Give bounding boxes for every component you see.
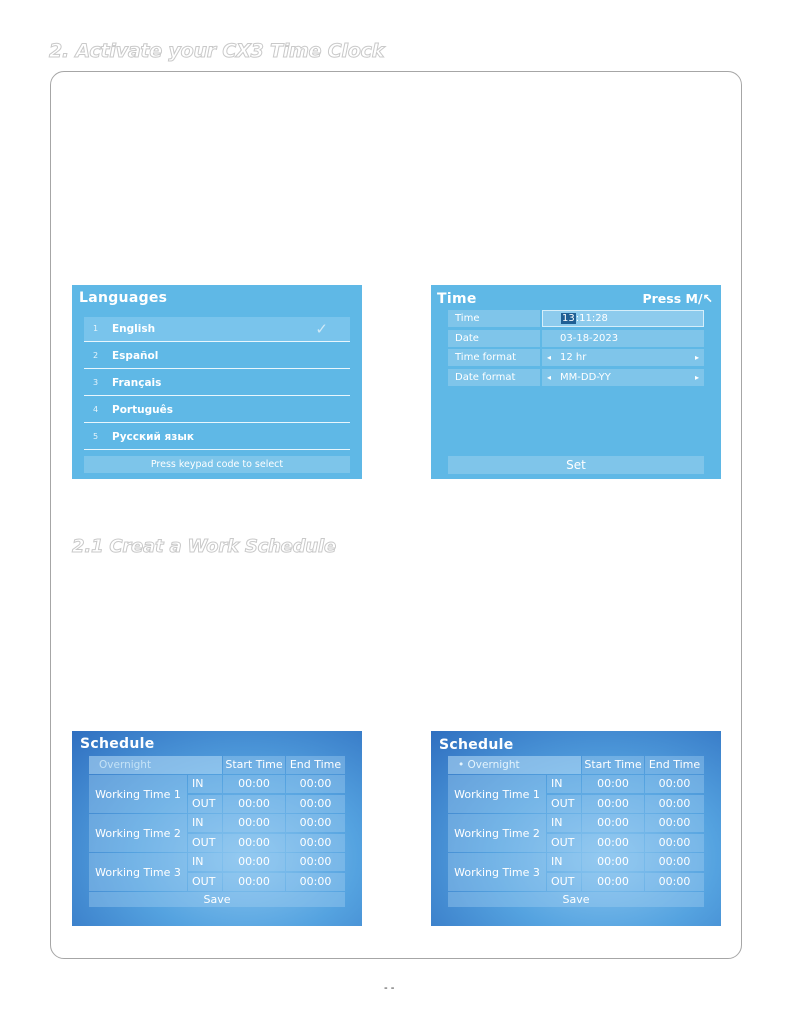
time-screen bbox=[431, 285, 721, 479]
time-title: Time bbox=[437, 291, 477, 307]
out-start-time-field[interactable]: 00:00 bbox=[582, 873, 644, 891]
end-time-header: End Time bbox=[286, 756, 345, 774]
arrow-right-icon[interactable]: ▸ bbox=[694, 373, 699, 382]
languages-title: Languages bbox=[79, 290, 168, 306]
date-format-label: Date format bbox=[448, 369, 540, 386]
language-number: 1 bbox=[93, 324, 99, 333]
in-label: IN bbox=[547, 775, 581, 793]
out-label: OUT bbox=[188, 873, 222, 891]
languages-footer: Press keypad code to select bbox=[84, 456, 350, 473]
in-start-time-field[interactable]: 00:00 bbox=[223, 853, 285, 871]
in-start-time-field[interactable]: 00:00 bbox=[223, 814, 285, 832]
out-end-time-field[interactable]: 00:00 bbox=[286, 834, 345, 852]
date-row[interactable] bbox=[448, 330, 704, 347]
arrow-left-icon[interactable]: ◂ bbox=[547, 353, 552, 362]
in-label: IN bbox=[547, 853, 581, 871]
in-end-time-field[interactable]: 00:00 bbox=[286, 814, 345, 832]
time-label: Time bbox=[448, 310, 540, 327]
language-item-portugues[interactable] bbox=[84, 398, 350, 423]
in-end-time-field[interactable]: 00:00 bbox=[286, 853, 345, 871]
in-label: IN bbox=[188, 853, 222, 871]
in-label: IN bbox=[188, 775, 222, 793]
out-start-time-field[interactable]: 00:00 bbox=[223, 834, 285, 852]
language-number: 4 bbox=[93, 405, 99, 414]
save-button[interactable]: Save bbox=[89, 892, 345, 907]
language-item-russian[interactable] bbox=[84, 425, 350, 450]
end-time-header: End Time bbox=[645, 756, 704, 774]
out-start-time-field[interactable]: 00:00 bbox=[582, 795, 644, 813]
arrow-left-icon[interactable]: ◂ bbox=[547, 373, 552, 382]
schedule-screen-overnight-on bbox=[431, 731, 721, 926]
start-time-header: Start Time bbox=[223, 756, 285, 774]
time-row[interactable] bbox=[448, 310, 704, 327]
overnight-toggle[interactable]: • Overnight bbox=[448, 756, 581, 774]
language-name: Français bbox=[112, 377, 162, 389]
date-format-value: MM-DD-YY bbox=[560, 372, 611, 383]
working-time-3-label: Working Time 3 bbox=[89, 853, 187, 891]
out-label: OUT bbox=[547, 873, 581, 891]
out-end-time-field[interactable]: 00:00 bbox=[286, 873, 345, 891]
time-hour-cursor: 13 bbox=[562, 313, 575, 324]
working-time-2-label: Working Time 2 bbox=[89, 814, 187, 852]
date-value[interactable] bbox=[542, 330, 704, 347]
check-icon: ✓ bbox=[315, 320, 328, 338]
in-start-time-field[interactable]: 00:00 bbox=[223, 775, 285, 793]
language-name: Русский язык bbox=[112, 431, 194, 443]
language-name: Español bbox=[112, 350, 159, 362]
language-name: Português bbox=[112, 404, 173, 416]
out-label: OUT bbox=[547, 834, 581, 852]
out-start-time-field[interactable]: 00:00 bbox=[223, 873, 285, 891]
page-number: - - bbox=[384, 982, 395, 994]
in-start-time-field[interactable]: 00:00 bbox=[582, 853, 644, 871]
in-end-time-field[interactable]: 00:00 bbox=[645, 775, 704, 793]
time-value-rest: :11:28 bbox=[575, 313, 608, 324]
set-button[interactable]: Set bbox=[448, 456, 704, 474]
date-value-text: 03-18-2023 bbox=[560, 333, 619, 344]
section-heading-activate: 2. Activate your CX3 Time Clock bbox=[49, 40, 385, 62]
date-format-row[interactable] bbox=[448, 369, 704, 386]
date-label: Date bbox=[448, 330, 540, 347]
language-number: 5 bbox=[93, 432, 99, 441]
start-time-header: Start Time bbox=[582, 756, 644, 774]
section-heading-schedule: 2.1 Creat a Work Schedule bbox=[72, 536, 336, 557]
date-format-selector[interactable] bbox=[542, 369, 704, 386]
out-label: OUT bbox=[188, 795, 222, 813]
in-end-time-field[interactable]: 00:00 bbox=[645, 814, 704, 832]
save-button[interactable]: Save bbox=[448, 892, 704, 907]
time-format-label: Time format bbox=[448, 349, 540, 366]
in-label: IN bbox=[547, 814, 581, 832]
language-number: 2 bbox=[93, 351, 99, 360]
press-m-back-hint: Press M/↖ bbox=[642, 291, 713, 306]
in-start-time-field[interactable]: 00:00 bbox=[582, 775, 644, 793]
time-value-field[interactable] bbox=[542, 310, 704, 327]
in-start-time-field[interactable]: 00:00 bbox=[582, 814, 644, 832]
time-format-selector[interactable] bbox=[542, 349, 704, 366]
language-item-english[interactable] bbox=[84, 317, 350, 342]
language-item-francais[interactable] bbox=[84, 371, 350, 396]
language-number: 3 bbox=[93, 378, 99, 387]
schedule-title: Schedule bbox=[80, 736, 155, 752]
out-end-time-field[interactable]: 00:00 bbox=[645, 795, 704, 813]
in-end-time-field[interactable]: 00:00 bbox=[645, 853, 704, 871]
in-label: IN bbox=[188, 814, 222, 832]
arrow-right-icon[interactable]: ▸ bbox=[694, 353, 699, 362]
out-label: OUT bbox=[547, 795, 581, 813]
out-end-time-field[interactable]: 00:00 bbox=[645, 873, 704, 891]
overnight-toggle[interactable]: Overnight bbox=[89, 756, 222, 774]
schedule-screen-overnight-off bbox=[72, 731, 362, 926]
working-time-1-label: Working Time 1 bbox=[89, 775, 187, 813]
language-item-espanol[interactable] bbox=[84, 344, 350, 369]
language-name: English bbox=[112, 323, 156, 335]
working-time-2-label: Working Time 2 bbox=[448, 814, 546, 852]
out-label: OUT bbox=[188, 834, 222, 852]
time-format-row[interactable] bbox=[448, 349, 704, 366]
time-format-value: 12 hr bbox=[560, 352, 587, 363]
languages-screen bbox=[72, 285, 362, 479]
working-time-1-label: Working Time 1 bbox=[448, 775, 546, 813]
out-start-time-field[interactable]: 00:00 bbox=[582, 834, 644, 852]
out-start-time-field[interactable]: 00:00 bbox=[223, 795, 285, 813]
schedule-title: Schedule bbox=[439, 737, 514, 753]
in-end-time-field[interactable]: 00:00 bbox=[286, 775, 345, 793]
working-time-3-label: Working Time 3 bbox=[448, 853, 546, 891]
out-end-time-field[interactable]: 00:00 bbox=[645, 834, 704, 852]
out-end-time-field[interactable]: 00:00 bbox=[286, 795, 345, 813]
